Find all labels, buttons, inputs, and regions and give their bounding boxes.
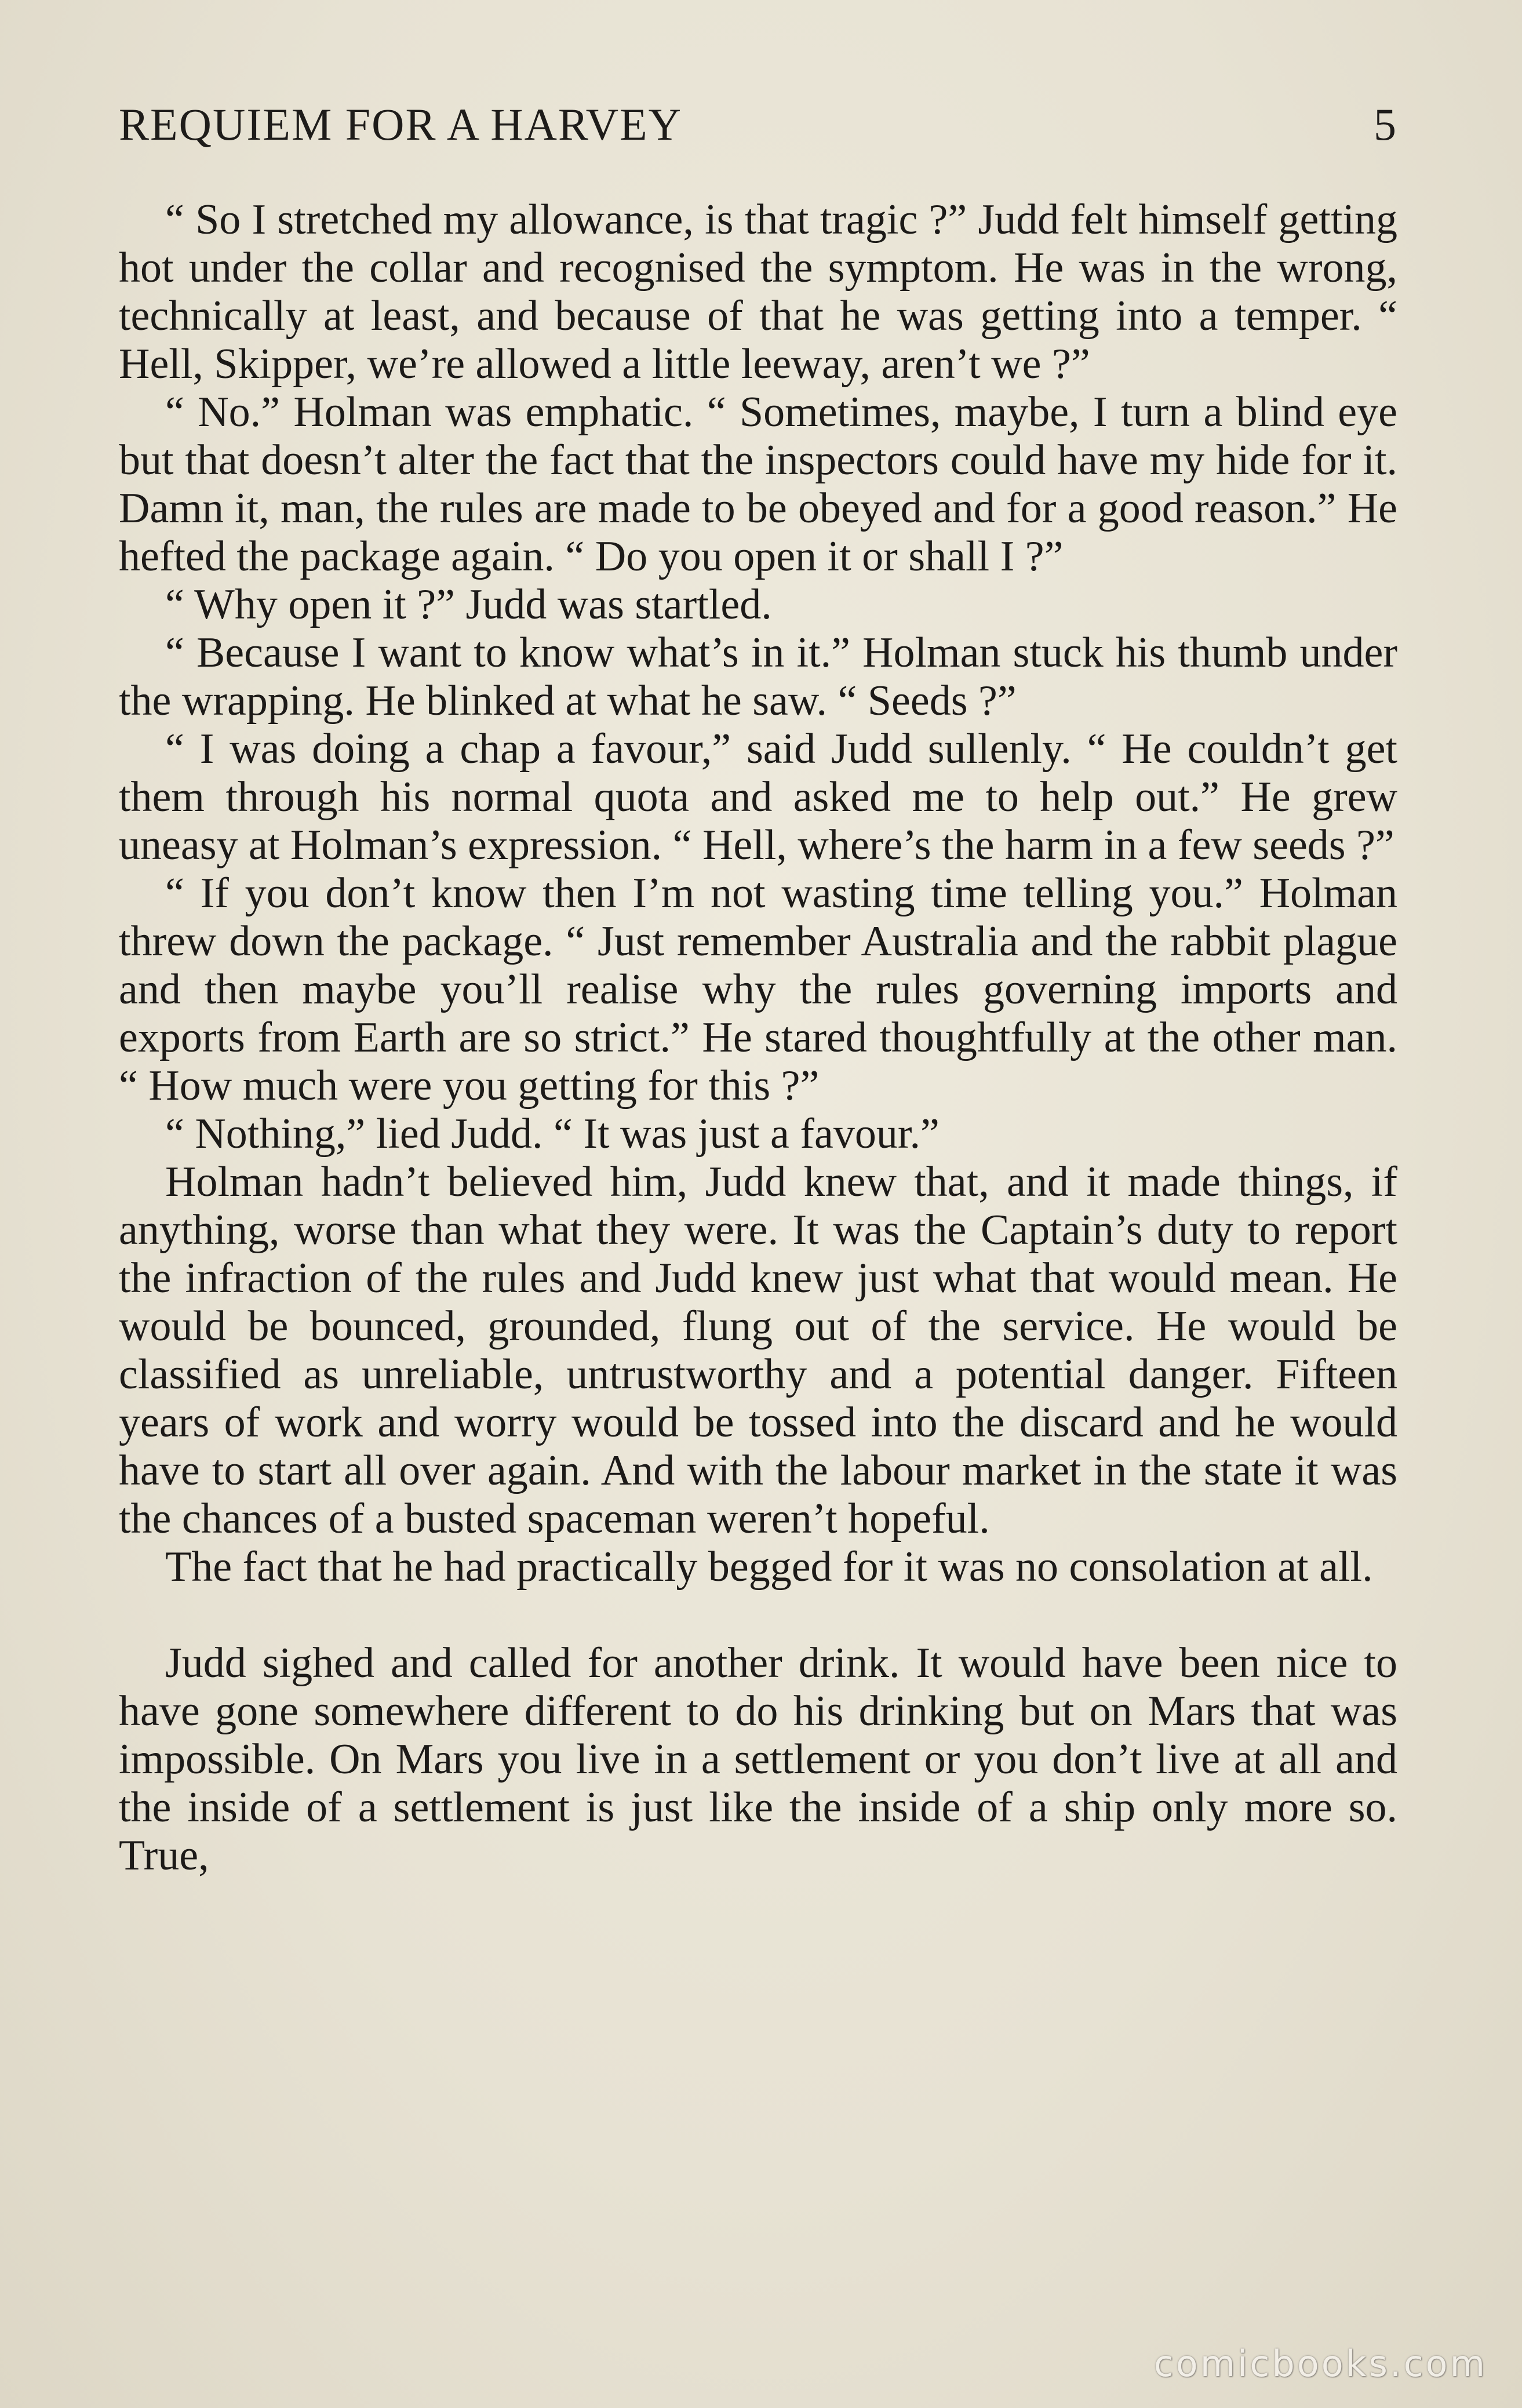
paragraph: “ If you don’t know then I’m not wasting time telling you.” Holman threw down the package. “ Just remember Australia and the rabbit plague and then maybe you’ll realise why the rules governing imports and exports from Earth are so strict.” He stared thoughtfully at the other man. “ How much were you getting for this ?” bbox=[119, 870, 1397, 1110]
paragraph: “ Nothing,” lied Judd. “ It was just a favour.” bbox=[165, 1110, 940, 1158]
paragraph: Judd sighed and called for another drink. It would have been nice to have gone somewhere different to do his drinking but on Mars that was impossible. On Mars you live in a settlement or you don’t live at all and the inside of a settlement is just like the inside of a ship only more so. True, bbox=[119, 1639, 1397, 1879]
paragraph: “ Because I want to know what’s in it.” Holman stuck his thumb under the wrapping. He blinked at what he saw. “ Seeds ?” bbox=[119, 629, 1397, 725]
running-header bbox=[119, 99, 1397, 162]
paragraph: “ So I stretched my allowance, is that tragic ?” Judd felt himself getting hot under the collar and recognised the symptom. He was in the wrong, technically at least, and because of that he was getting into a temper. “ Hell, Skipper, we’re allowed a little leeway, aren’t we ?” bbox=[119, 196, 1397, 388]
paragraph: Holman hadn’t believed him, Judd knew that, and it made things, if anything, worse than what they were. It was the Captain’s duty to report the infraction of the rules and Judd knew just what that would mean. He would be bounced, grounded, flung out of the service. He would be classified as unreliable, untrustworthy and a potential danger. Fifteen years of work and worry would be tossed into the discard and he would have to start all over again. And with the labour market in the state it was the chances of a busted spaceman weren’t hopeful. bbox=[119, 1158, 1397, 1543]
paragraph: The fact that he had practically begged for it was no consolation at all. bbox=[165, 1543, 1373, 1591]
running-title: REQUIEM FOR A HARVEY bbox=[119, 99, 683, 150]
paragraph: “ No.” Holman was emphatic. “ Sometimes, maybe, I turn a blind eye but that doesn’t alter the fact that the inspectors could have my hide for it. Damn it, man, the rules are made to be obeyed and for a good reason.” He hefted the package again. “ Do you open it or shall I ?” bbox=[119, 388, 1397, 580]
paragraph: “ I was doing a chap a favour,” said Judd sullenly. “ He couldn’t get them through his normal quota and asked me to help out.” He grew uneasy at Holman’s expression. “ Hell, where’s the harm in a few seeds ?” bbox=[119, 725, 1397, 869]
watermark: comicbooks.com bbox=[1153, 2342, 1487, 2385]
page-number: 5 bbox=[1374, 99, 1397, 150]
paragraph: “ Why open it ?” Judd was startled. bbox=[165, 581, 772, 628]
body-text bbox=[119, 196, 1397, 1880]
